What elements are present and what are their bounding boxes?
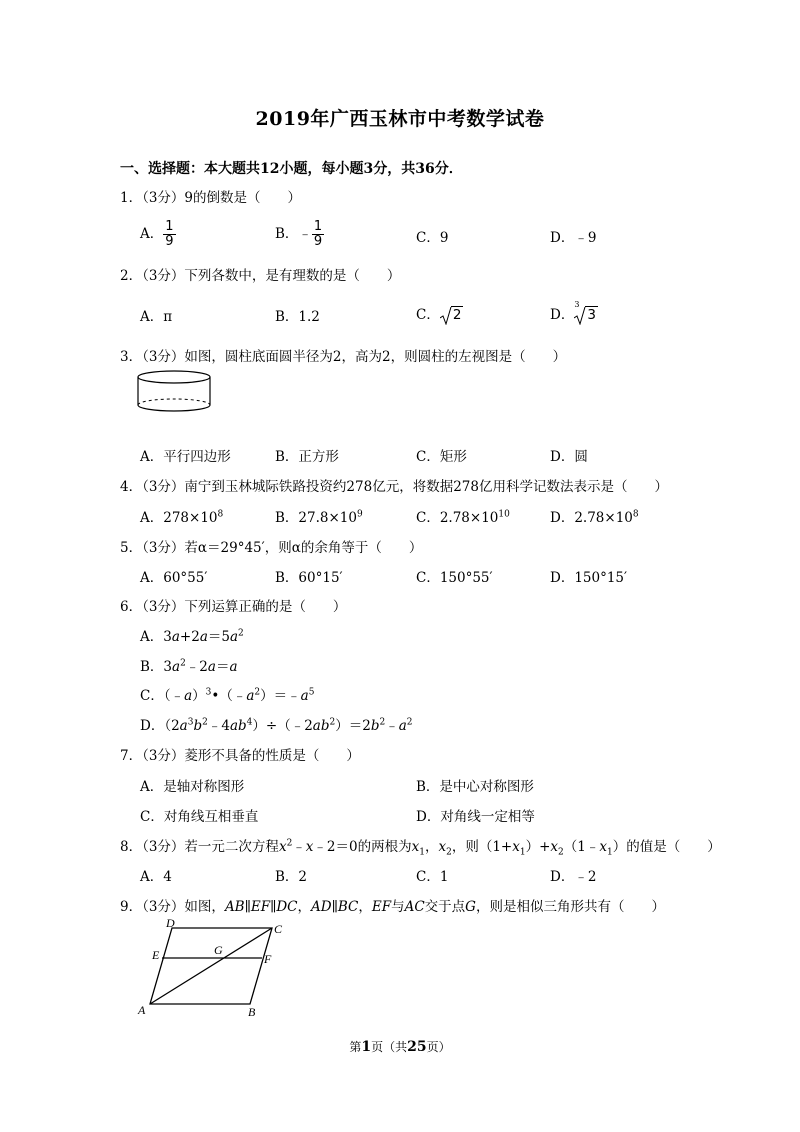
- question-4-stem: 4．（3分）南宁到玉林城际铁路投资约278亿元，将数据278亿用科学记数法表示是（ ）: [120, 479, 668, 495]
- question-2-option-c: C． 2: [416, 307, 462, 323]
- question-5-option-d: D．150°15′: [550, 570, 628, 586]
- question-8-option-a: A．4: [140, 869, 172, 885]
- question-2-stem: 2．（3分）下列各数中，是有理数的是（ ）: [120, 268, 401, 284]
- question-9-stem: 9．（3分）如图，AB∥EF∥DC，AD∥BC，EF与AC交于点G，则是相似三角形共有（ ）: [120, 899, 665, 915]
- question-2-option-d: D． 3 3: [550, 300, 596, 323]
- question-3-option-b: B．正方形: [275, 449, 339, 465]
- parallelogram-figure: [136, 918, 286, 1018]
- cube-root: 3 3: [574, 300, 596, 323]
- question-1-option-b: B．﹣ $\frac{1}{9}$: [275, 219, 323, 249]
- question-5-stem: 5．（3分）若α＝29°45′，则α的余角等于（ ）: [120, 540, 423, 556]
- question-4-option-a: A．$278\times 10^8$: [140, 509, 224, 526]
- question-2-option-b: B．1.2: [275, 309, 320, 325]
- question-7-stem: 7．（3分）菱形不具备的性质是（ ）: [120, 748, 360, 764]
- cylinder-figure: [134, 368, 214, 416]
- question-8-stem: 8．（3分）若一元二次方程$x^2﹣x﹣2=0$的两根为$x_1$，$x_2$，则$(1+x_1)+x_2(1﹣x_1)$的值是（ ）: [120, 838, 721, 858]
- question-6-option-b: B．$3a^2﹣2a=a$: [140, 658, 238, 675]
- fraction: $\frac{1}{9}$: [313, 219, 323, 249]
- page-title: 2019年广西玉林市中考数学试卷: [255, 108, 545, 130]
- label-d: D: [166, 918, 175, 930]
- question-5-option-b: B．60°15′: [275, 570, 343, 586]
- question-3-option-c: C．矩形: [416, 449, 467, 465]
- question-1-option-c: C．9: [416, 230, 449, 246]
- question-5-option-a: A．60°55′: [140, 570, 208, 586]
- question-7-option-d: D．对角线一定相等: [416, 809, 535, 825]
- label-b: B: [248, 1005, 256, 1018]
- question-3-option-d: D．圆: [550, 449, 588, 465]
- question-3-stem: 3．（3分）如图，圆柱底面圆半径为2，高为2，则圆柱的左视图是（ ）: [120, 349, 567, 365]
- question-8-option-d: D．﹣2: [550, 869, 597, 885]
- question-7-option-a: A．是轴对称图形: [140, 779, 245, 795]
- question-4-option-d: D．$2.78\times 10^8$: [550, 509, 639, 526]
- label-a: A: [138, 1003, 146, 1017]
- square-root: 2: [440, 307, 464, 323]
- question-5-option-c: C．150°55′: [416, 570, 493, 586]
- label-c: C: [274, 922, 283, 936]
- label-e: E: [152, 948, 160, 962]
- question-4-option-c: C．$2.78\times 10^{10}$: [416, 509, 510, 526]
- question-4-option-b: B．$27.8\times 10^9$: [275, 509, 363, 526]
- question-2-option-a: A．π: [140, 309, 173, 325]
- question-1-option-a: A． $\frac{1}{9}$: [140, 219, 174, 249]
- label-g: G: [214, 943, 223, 957]
- question-7-option-b: B．是中心对称图形: [416, 779, 534, 795]
- question-6-option-a: A．$3a+2a=5a^2$: [140, 628, 244, 645]
- label-f: F: [264, 952, 272, 966]
- question-3-option-a: A．平行四边形: [140, 449, 231, 465]
- question-6-option-c: C．$(﹣a)^3•(﹣a^2)=﹣a^5$: [140, 687, 315, 704]
- question-1-option-d: D．﹣9: [550, 230, 597, 246]
- page-footer: 第1页（共25页）: [349, 1039, 451, 1055]
- question-8-option-c: C．1: [416, 869, 449, 885]
- question-7-option-c: C．对角线互相垂直: [140, 809, 259, 825]
- fraction: $\frac{1}{9}$: [165, 219, 174, 249]
- section-heading: 一、选择题：本大题共12小题，每小题3分，共36分．: [120, 161, 463, 177]
- question-1-stem: 1．（3分）9的倒数是（ ）: [120, 190, 302, 206]
- question-6-option-d: D．$(2a^3b^2﹣4ab^4)\div(﹣2ab^2)=2b^2﹣a^2$: [140, 717, 413, 734]
- question-8-option-b: B．2: [275, 869, 308, 885]
- question-6-stem: 6．（3分）下列运算正确的是（ ）: [120, 599, 347, 615]
